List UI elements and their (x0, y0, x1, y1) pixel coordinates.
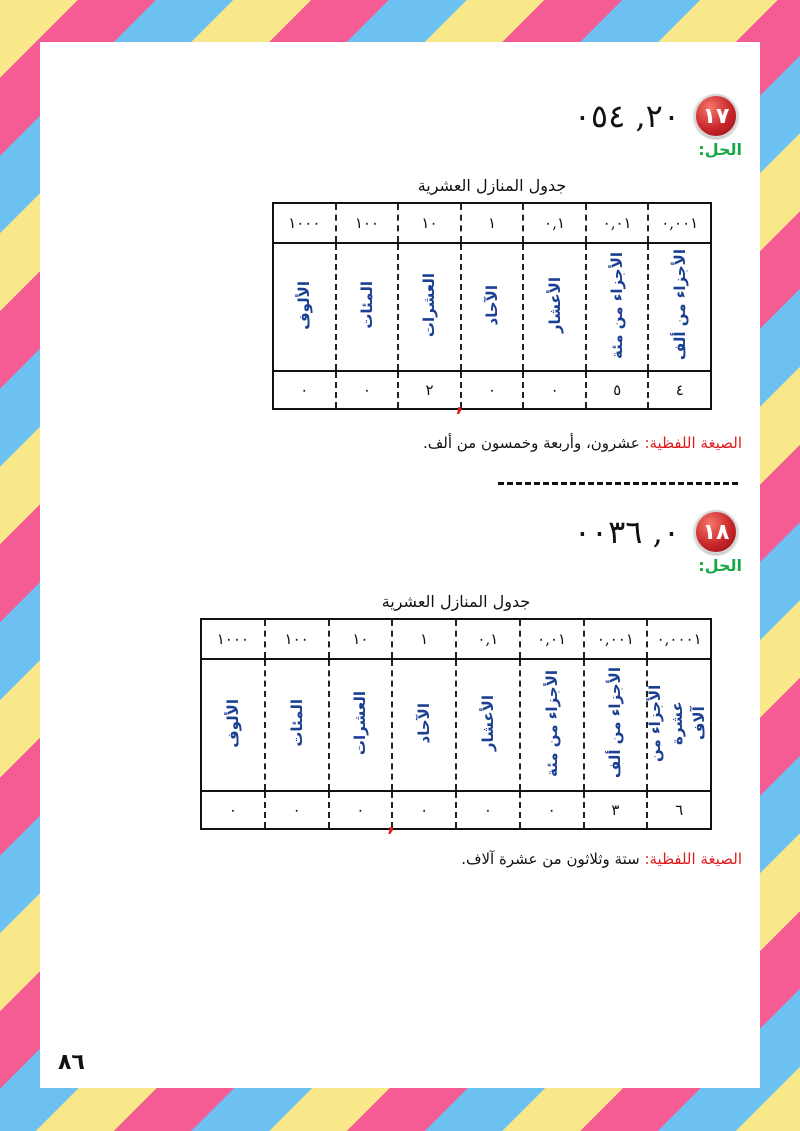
place-names-row (273, 243, 711, 371)
place-value-cell: ١ (392, 619, 456, 659)
digit-cell (647, 791, 711, 829)
digit-cell (520, 791, 584, 829)
problem-18-header (574, 510, 738, 554)
place-value-cell: ١٠٠٠ (273, 203, 336, 243)
digit-cell (523, 371, 586, 409)
word-form-label: الصيغة اللفظية: (644, 434, 742, 452)
problem-18-number: ٠, ٠٠٣٦ (573, 513, 680, 551)
place-value-cell: ٠,٠٠٠١ (647, 619, 711, 659)
place-value-cell: ١٠٠ (336, 203, 399, 243)
page-number: ٨٦ (58, 1050, 85, 1075)
place-values-row (201, 619, 711, 659)
place-name-label: المئات (357, 281, 376, 329)
digit-value: ٠ (356, 801, 365, 819)
place-value-cell: ١٠٠٠ (201, 619, 265, 659)
problem-17-header (574, 94, 738, 138)
place-name-cell (586, 243, 649, 371)
place-name-label: المئات (287, 699, 306, 747)
digit-value: ٠ (420, 801, 429, 819)
place-name-label: العشرات (351, 690, 370, 756)
digit-value: ٤ (675, 381, 684, 399)
place-name-label: الأجزاء من مئة (608, 251, 627, 359)
digit-cell (273, 371, 336, 409)
place-name-label: الآحاد (415, 702, 434, 744)
place-name-cell (336, 243, 399, 371)
place-value-cell: ١ (461, 203, 524, 243)
worksheet-page (40, 42, 760, 1088)
place-name-cell (392, 659, 456, 791)
place-name-cell (647, 659, 711, 791)
digit-cell (584, 791, 648, 829)
place-value-cell: ٠,٠٠١ (584, 619, 648, 659)
place-value-cell: ٠,٠١ (520, 619, 584, 659)
place-name-label: الأجزاء من عشرة آلاف (646, 684, 708, 762)
digit-value: ٠ (483, 801, 492, 819)
place-name-cell (461, 243, 524, 371)
place-name-cell (265, 659, 329, 791)
digit-value: ٠ (488, 381, 497, 399)
place-name-label: الأعشار (545, 276, 564, 334)
digit-value: ٠ (228, 801, 237, 819)
place-name-label: الأجزاء من مئة (542, 669, 561, 777)
problem-18-badge: ١٨ (694, 510, 738, 554)
digit-value: ٦ (675, 801, 684, 819)
place-name-cell (520, 659, 584, 791)
place-name-label: الأجزاء من ألف (606, 667, 625, 779)
digit-value: ٠ (547, 801, 556, 819)
problem-18-place-value-table (200, 618, 712, 836)
place-name-cell (398, 243, 461, 371)
place-value-cell: ١٠ (398, 203, 461, 243)
separator-dashes (498, 482, 738, 485)
digit-value: ٠ (300, 381, 309, 399)
place-value-cell: ٠,٠١ (586, 203, 649, 243)
digit-value: ٠ (362, 381, 371, 399)
problem-17-table-title: جدول المنازل العشرية (417, 176, 567, 195)
place-name-label: الألوف (223, 698, 242, 748)
problem-17-place-value-table (272, 202, 712, 416)
place-name-label: الأعشار (478, 694, 497, 752)
place-value-cell: ١٠٠ (265, 619, 329, 659)
digit-cell (265, 791, 329, 829)
place-value-cell: ١٠ (329, 619, 393, 659)
problem-17-solution-label: الحل: (698, 140, 742, 159)
word-form-text: عشرون، وأربعة وخمسون من ألف. (422, 434, 640, 452)
digit-value: ٢ (425, 381, 434, 399)
place-name-cell (648, 243, 711, 371)
digit-value: ٠ (550, 381, 559, 399)
digit-cell (336, 371, 399, 409)
place-name-cell (456, 659, 520, 791)
digit-cell (455, 371, 524, 416)
place-value-cell: ٠,١ (456, 619, 520, 659)
decimal-point-mark: , (387, 812, 395, 836)
word-form-label: الصيغة اللفظية: (644, 850, 742, 868)
place-name-label: الألوف (295, 280, 314, 330)
digit-cell (398, 371, 461, 409)
digit-cell (201, 791, 265, 829)
digit-value: ٣ (611, 801, 620, 819)
place-name-cell (523, 243, 586, 371)
digit-cell (387, 791, 456, 836)
digit-cell (648, 371, 711, 409)
problem-17-number: ٢٠, ٠٥٤ (573, 97, 680, 135)
problem-17-badge: ١٧ (694, 94, 738, 138)
problem-18-solution-label: الحل: (698, 556, 742, 575)
place-value-cell: ٠,٠٠١ (648, 203, 711, 243)
place-name-label: العشرات (420, 272, 439, 338)
place-name-cell (584, 659, 648, 791)
place-name-label: الآحاد (483, 284, 502, 326)
digits-row (273, 371, 711, 409)
digits-row (201, 791, 711, 829)
place-name-cell (201, 659, 265, 791)
place-name-cell (329, 659, 393, 791)
problem-17-word-form (423, 434, 742, 452)
problem-18-word-form (461, 850, 742, 868)
decimal-point-mark: , (455, 392, 464, 416)
digit-cell (329, 791, 393, 829)
place-value-cell: ٠,١ (523, 203, 586, 243)
digit-cell (456, 791, 520, 829)
place-name-label: الأجزاء من ألف (670, 249, 689, 361)
digit-cell (586, 371, 649, 409)
place-name-cell (273, 243, 336, 371)
digit-value: ٥ (613, 381, 622, 399)
word-form-text: ستة وثلاثون من عشرة آلاف. (461, 850, 640, 868)
place-names-row (201, 659, 711, 791)
place-values-row (273, 203, 711, 243)
digit-value: ٠ (292, 801, 301, 819)
problem-18-table-title: جدول المنازل العشرية (381, 592, 531, 611)
